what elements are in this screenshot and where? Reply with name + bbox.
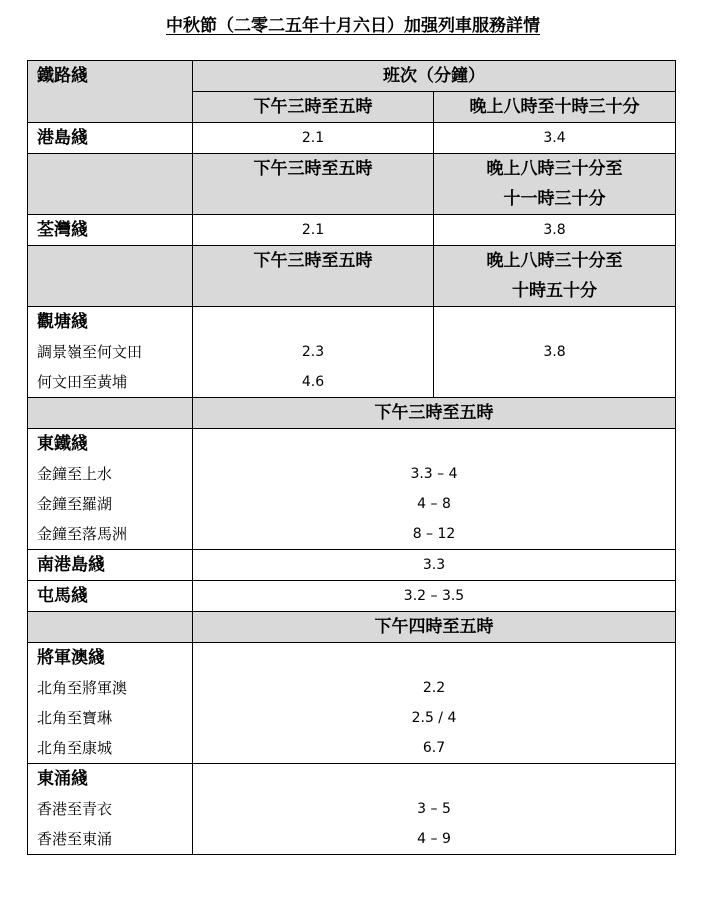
period-header-cell [434, 154, 676, 215]
period-header-row [28, 398, 676, 429]
value-cell [193, 215, 434, 246]
table-row [28, 550, 676, 581]
route-label: 金鐘至羅湖 [37, 495, 113, 513]
line-name-cell [28, 215, 193, 246]
line-column-label: 鐵路綫 [37, 66, 88, 86]
period-header-row [28, 246, 676, 307]
line-name-cell [28, 123, 193, 154]
page-title [0, 14, 706, 38]
frequency-label: 班次（分鐘） [383, 66, 485, 86]
period-header-cell [193, 398, 676, 429]
line-name: 港島綫 [37, 128, 88, 148]
route-label: 調景嶺至何文田 [37, 343, 143, 361]
route-label: 香港至青衣 [37, 800, 113, 818]
frequency-value: 6.7 [422, 740, 446, 756]
period-label: 下午三時至五時 [253, 97, 373, 117]
title-text: 中秋節（二零二五年十月六日）加强列車服務詳情 [166, 16, 540, 36]
period-header-row [28, 612, 676, 643]
line-name-cell [28, 764, 193, 855]
route-label: 北角至康城 [37, 739, 113, 757]
route-label: 金鐘至落馬洲 [37, 525, 128, 543]
blank-cell [28, 398, 193, 429]
route-label: 何文田至黃埔 [37, 373, 128, 391]
frequency-value: 3.2 – 3.5 [403, 588, 465, 604]
period-header-row [28, 154, 676, 215]
table-row [28, 764, 676, 855]
line-name: 將軍澳綫 [37, 648, 105, 668]
period-label: 十一時三十分 [503, 189, 606, 209]
line-name-cell [28, 581, 193, 612]
period-header-cell [193, 154, 434, 215]
period-label: 晚上八時三十分至 [486, 251, 623, 271]
period-header-cell [434, 92, 676, 123]
table-row [28, 581, 676, 612]
line-column-header [28, 61, 193, 123]
frequency-header [193, 61, 676, 92]
service-table [27, 60, 676, 855]
table-row [28, 643, 676, 764]
period-label: 下午三時至五時 [374, 403, 494, 423]
frequency-value: 2.1 [301, 222, 325, 238]
frequency-value: 8 – 12 [412, 526, 456, 542]
line-name: 荃灣綫 [37, 220, 88, 240]
value-cell [434, 215, 676, 246]
period-label: 晚上八時至十時三十分 [469, 97, 640, 117]
value-cell [434, 123, 676, 154]
period-label: 十時五十分 [512, 281, 597, 301]
frequency-value: 4.6 [301, 374, 325, 390]
route-label: 北角至將軍澳 [37, 679, 128, 697]
period-header-cell [193, 92, 434, 123]
frequency-value: 3.3 – 4 [410, 466, 458, 482]
line-name: 東涌綫 [37, 769, 88, 789]
line-name-cell [28, 643, 193, 764]
line-name-cell [28, 429, 193, 550]
period-header-cell [193, 612, 676, 643]
line-name-cell [28, 307, 193, 398]
value-cell [193, 764, 676, 855]
line-name-cell [28, 550, 193, 581]
value-cell [193, 123, 434, 154]
frequency-value: 3.8 [543, 344, 566, 360]
frequency-value: 2.5 / 4 [411, 710, 457, 726]
frequency-value: 3.4 [543, 130, 566, 146]
value-cell [193, 643, 676, 764]
period-header-cell [193, 246, 434, 307]
period-label: 下午三時至五時 [253, 159, 373, 179]
value-cell [193, 581, 676, 612]
value-cell [193, 307, 434, 398]
line-name: 觀塘綫 [37, 312, 88, 332]
frequency-value: 3.3 [422, 557, 446, 573]
table-row [28, 429, 676, 550]
frequency-value: 4 – 8 [417, 496, 451, 512]
frequency-value: 3.8 [543, 222, 566, 238]
frequency-value: 4 – 9 [417, 831, 451, 847]
frequency-value: 2.2 [422, 680, 446, 696]
table-row [28, 215, 676, 246]
value-cell [434, 307, 676, 398]
route-label: 金鐘至上水 [37, 465, 113, 483]
table-row [28, 123, 676, 154]
header-row [28, 61, 676, 92]
value-cell [193, 429, 676, 550]
line-name: 南港島綫 [37, 555, 105, 575]
line-name: 東鐵綫 [37, 434, 88, 454]
period-label: 晚上八時三十分至 [486, 159, 623, 179]
blank-cell [28, 612, 193, 643]
route-label: 北角至寶琳 [37, 709, 113, 727]
route-label: 香港至東涌 [37, 830, 113, 848]
frequency-value: 2.3 [301, 344, 325, 360]
blank-cell [28, 246, 193, 307]
period-label: 下午四時至五時 [374, 617, 494, 637]
blank-cell [28, 154, 193, 215]
period-header-cell [434, 246, 676, 307]
table-row [28, 307, 676, 398]
period-label: 下午三時至五時 [253, 251, 373, 271]
frequency-value: 3 – 5 [417, 801, 451, 817]
line-name: 屯馬綫 [37, 586, 88, 606]
frequency-value: 2.1 [301, 130, 325, 146]
value-cell [193, 550, 676, 581]
